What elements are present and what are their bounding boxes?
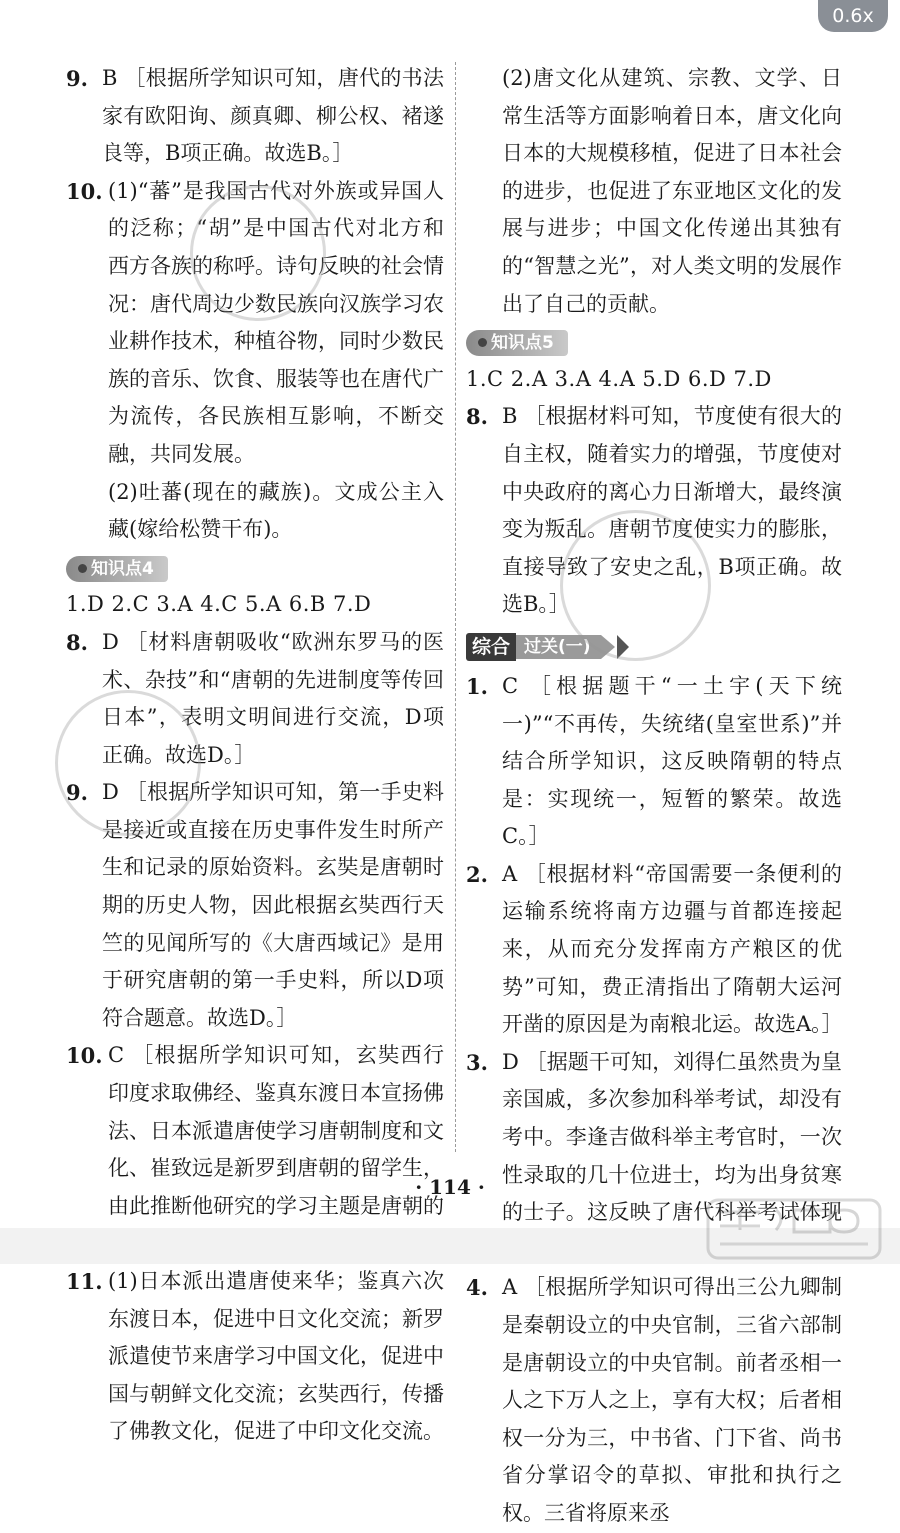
zoom-indicator[interactable]: 0.6x — [818, 0, 888, 32]
item-number: 10. — [66, 178, 103, 204]
item-text: (1)日本派出遣唐使来华；鉴真六次东渡日本，促进中日文化交流；新罗派遣使节来唐学习中国文化，促进中国与朝鲜文化交流；玄奘西行，传播了佛教文化，促进了中印文化交流。 — [108, 1269, 444, 1444]
answer-item — [466, 856, 842, 1044]
item-text: C ［根据所学知识可知，玄奘西行印度求取佛经、鉴真东渡日本宣扬佛法、日本派遣唐使学习唐朝制度和文化、崔致远是新罗到唐朝的留学生，由此推断他研究的学习主题是唐朝的 — [108, 1043, 444, 1218]
item-text: (2)吐蕃(现在的藏族)。文成公主入藏(嫁给松赞干布)。 — [108, 479, 444, 542]
answer-item — [466, 1269, 842, 1532]
section-badge-k4 — [66, 556, 168, 582]
site-watermark-logo — [706, 1198, 882, 1260]
item-number: 3. — [466, 1049, 488, 1075]
item-number: 9. — [66, 66, 88, 91]
stamp-watermark — [190, 185, 326, 321]
answer-item — [466, 668, 842, 856]
item-text: D ［据题干可知，刘得仁虽然贵为皇亲国戚，多次参加科举考试，却没有考中。李逢吉做科举主考官时，一次性录取的几十位进士，均为出身贫寒的士子。这反映了唐代科举考试体现 — [502, 1049, 842, 1225]
answer-item-continued — [66, 474, 444, 549]
banner-sublabel: 过关(一) — [516, 635, 601, 659]
section-label: 知识点4 — [91, 558, 154, 579]
banner-label: 综合 — [466, 633, 516, 661]
item-text: A ［根据材料“帝国需要一条便利的运输系统将南方边疆与首都连接起来，从而充分发挥南方产粮区的优势”可知，费正清指出了隋朝大运河开凿的原因是为南粮北运。故选A。］ — [502, 861, 843, 1037]
item-text: D ［材料唐朝吸收“欧洲东罗马的医术、杂技”和“唐朝的先进制度等传回日本”，表明文明间进行交流，D项正确。故选D。］ — [102, 629, 444, 767]
item-text: C ［根据题干“一土宇(天下统一)”“不再传，失统绪(皇室世系)”并结合所学知识，这反映隋朝的特点是：实现统一，短暂的繁荣。故选C。］ — [502, 673, 842, 849]
item-text: D ［根据所学知识可知，第一手史料是接近或直接在历史事件发生时所产生和记录的原始资料。玄奘是唐朝时期的历史人物，因此根据玄奘西行天竺的见闻所写的《大唐西域记》是用于研究唐朝的第一手史料，所以D项符合题意。故选D。］ — [102, 780, 444, 1030]
page-number: · 114 · — [415, 1175, 485, 1199]
answer-item — [66, 1263, 444, 1451]
item-text: (2)唐文化从建筑、宗教、文学、日常生活等方面影响着日本，唐文化向日本的大规模移植，促进了日本社会的进步，也促进了东亚地区文化的发展与进步；中国文化传递出其独有的“智慧之光”，对人类文明的发展作出了自己的贡献。 — [502, 66, 842, 316]
item-number: 1. — [466, 673, 488, 699]
item-text: (1)“蕃”是我国古代对外族或异国人的泛称；“胡”是中国古代对北方和西方各族的称呼。诗句反映的社会情况：唐代周边少数民族向汉族学习农业耕作技术，种植谷物，同时少数民族的音乐、饮食、服装等也在唐代广为流传，各民族相互影响，不断交融，共同发展。 — [108, 178, 444, 466]
section-label: 知识点5 — [491, 333, 554, 354]
stamp-watermark — [560, 510, 711, 661]
section-badge-k5 — [466, 330, 568, 356]
badge-dot-icon — [78, 564, 87, 573]
item-number: 11. — [66, 1269, 103, 1294]
item-number: 8. — [466, 404, 488, 430]
stamp-watermark — [55, 690, 201, 836]
item-number: 10. — [66, 1043, 103, 1069]
answer-item — [66, 60, 444, 173]
column-divider — [455, 62, 456, 1152]
item-number: 9. — [66, 780, 88, 806]
quick-answers: 1.D 2.C 3.A 4.C 5.A 6.B 7.D — [66, 592, 372, 617]
quick-answers: 1.C 2.A 3.A 4.A 5.D 6.D 7.D — [466, 366, 772, 391]
item-text: B ［根据所学知识可知，唐代的书法家有欧阳询、颜真卿、柳公权、褚遂良等，B项正确。故选B。］ — [102, 66, 444, 166]
item-number: 8. — [66, 629, 88, 655]
item-text: B ［根据材料可知，节度使有很大的自主权，随着实力的增强，节度使对中央政府的离心力日渐增大，最终演变为叛乱。唐朝节度使实力的膨胀，直接导致了安史之乱，B项正确。故选B。］ — [502, 404, 842, 617]
right-column — [466, 60, 842, 1533]
item-text: A ［根据所学知识可得出三公九卿制是秦朝设立的中央官制，三省六部制是唐朝设立的中央官制。前者丞相一人之下万人之上，享有大权；后者相权一分为三，中书省、门下省、尚书省分掌诏令的草拟、审批和执行之权。三省将原来丞 — [502, 1275, 842, 1525]
item-number: 4. — [466, 1275, 488, 1301]
badge-dot-icon — [478, 338, 487, 347]
item-number: 2. — [466, 861, 488, 887]
answer-item-continued — [466, 60, 842, 323]
